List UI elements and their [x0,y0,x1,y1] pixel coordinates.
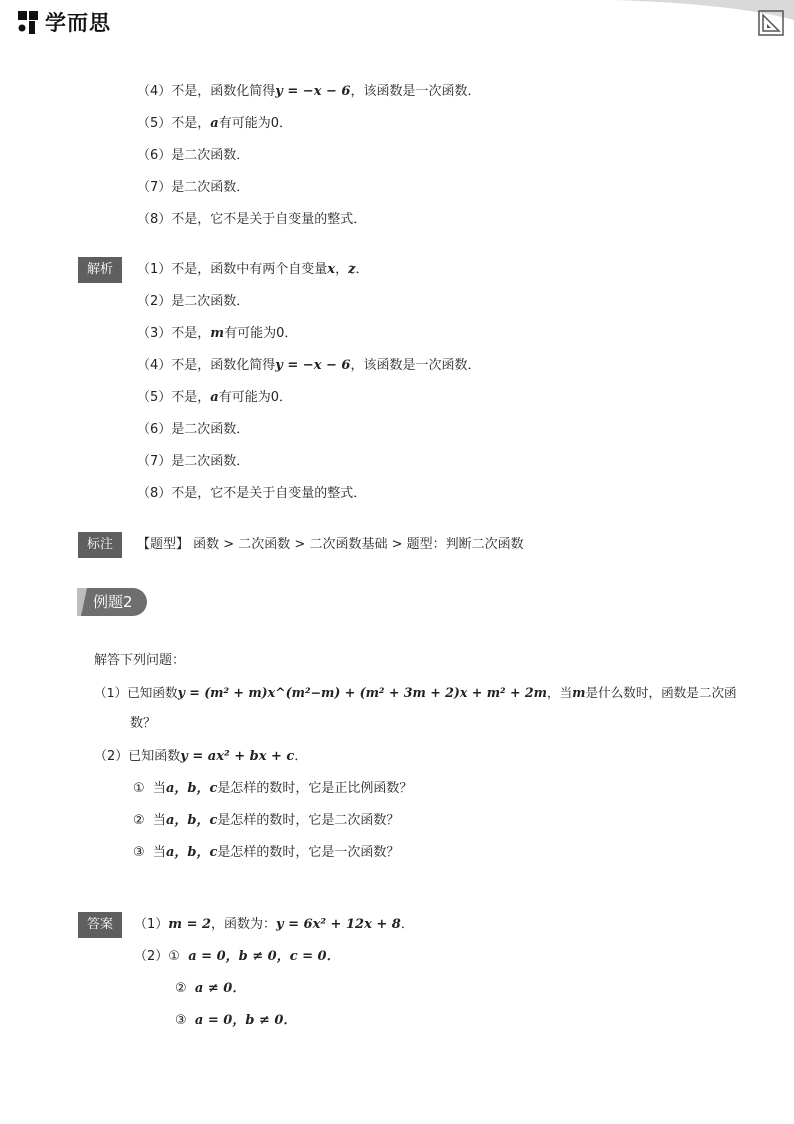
analysis-item-3: （3）不是，m有可能为0． [137,326,298,341]
note-text: 【题型】 函数 > 二次函数 > 二次函数基础 > 题型：判断二次函数 [137,537,524,552]
analysis-tag: 解析 [78,257,122,283]
question-1: （1）已知函数y = (m² + m)x^(m²−m) + (m² + 3m + 2)x + m² + 2m，当m是什么数时，函数是二次函 [94,685,737,700]
brand-name: 学而思 [45,11,111,35]
ruler-triangle-icon [758,10,784,36]
note-tag: 标注 [78,532,122,558]
question-2-sub-1: ① 当a，b，c是怎样的数时，它是正比例函数？ [133,781,413,796]
example-label: 例题2 [93,593,133,611]
question-2: （2）已知函数y = ax² + bx + c． [94,749,308,764]
example-header [77,588,147,616]
answer-1: （1）m = 2，函数为：y = 6x² + 12x + 8． [134,917,414,932]
question-2-sub-3: ③ 当a，b，c是怎样的数时，它是一次函数？ [133,845,400,860]
answer-item-7: （7）是二次函数． [137,180,250,195]
answer-item-6: （6）是二次函数． [137,148,250,163]
answer-item-8: （8）不是，它不是关于自变量的整式． [137,212,367,227]
analysis-item-1: （1）不是，函数中有两个自变量x，z． [137,262,369,277]
page-header [0,0,794,44]
q1-formula: y = (m² + m)x^(m²−m) + (m² + 3m + 2)x + m² + 2m [177,685,547,700]
question-2-sub-2: ② 当a，b，c是怎样的数时，它是二次函数？ [133,813,400,828]
analysis-item-8: （8）不是，它不是关于自变量的整式． [137,486,367,501]
answer-2-sub-1: （2）① a = 0，b ≠ 0，c = 0． [134,949,340,964]
answer-2-sub-3: ③ a = 0，b ≠ 0． [175,1013,297,1028]
answer-tag: 答案 [78,912,122,938]
example-intro: 解答下列问题： [94,653,186,668]
answer-2-sub-2: ② a ≠ 0． [175,981,246,996]
analysis-item-2: （2）是二次函数． [137,294,250,309]
question-1-cont: 数？ [130,716,157,731]
analysis-item-4: （4）不是，函数化简得y = −x − 6，该函数是一次函数． [137,358,481,373]
answer-item-5: （5）不是，a有可能为0． [137,116,293,131]
brand-mark-icon [16,8,42,36]
analysis-item-7: （7）是二次函数． [137,454,250,469]
analysis-item-5: （5）不是，a有可能为0． [137,390,293,405]
q2-formula: y = ax² + bx + c [180,749,295,764]
answer-item-4: （4）不是，函数化简得y = −x − 6，该函数是一次函数． [137,84,481,99]
brand-logo [16,7,111,37]
analysis-item-6: （6）是二次函数． [137,422,250,437]
